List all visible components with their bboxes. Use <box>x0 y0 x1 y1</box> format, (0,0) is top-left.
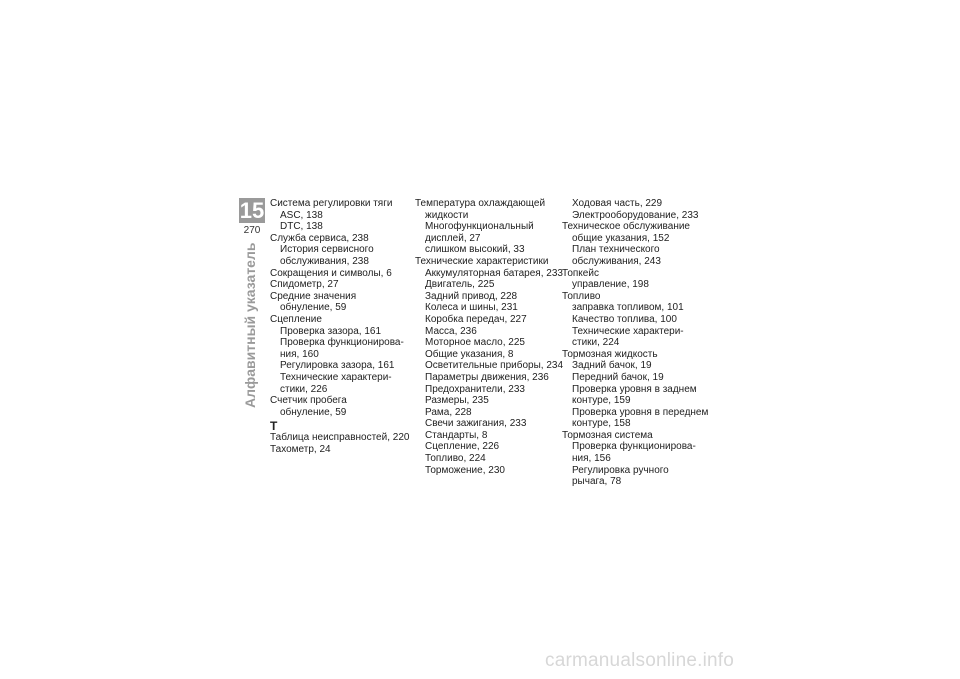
index-subentry: План технического <box>572 244 660 256</box>
index-subentry: Ходовая часть, 229 <box>572 198 663 209</box>
index-entry: Сцепление <box>270 313 322 325</box>
index-subentry: Регулировка ручного <box>572 464 669 476</box>
index-subentry: Топливо, 224 <box>425 453 486 465</box>
index-subentry: жидкости <box>425 209 469 221</box>
index-subentry: обнуление, 59 <box>280 406 347 418</box>
index-subentry: контуре, 159 <box>572 395 631 407</box>
index-entry: Топкейс <box>562 267 599 279</box>
index-subentry: обнуление, 59 <box>280 302 347 314</box>
index-subentry: Торможение, 230 <box>425 464 505 476</box>
index-subentry: дисплей, 27 <box>425 232 481 244</box>
index-subentry: Размеры, 235 <box>425 395 489 407</box>
chapter-tab <box>239 198 265 240</box>
index-subentry: Двигатель, 225 <box>425 279 495 291</box>
index-column-2 <box>415 198 564 476</box>
index-subentry: Аккумуляторная батарея, 233 <box>425 267 563 279</box>
index-subentry: Регулировка зазора, 161 <box>280 360 395 372</box>
index-entry: Тормозная жидкость <box>562 348 658 360</box>
index-subentry: История сервисного <box>280 244 374 256</box>
index-subentry: Осветительные приборы, 234 <box>425 360 564 372</box>
index-subentry: Технические характери- <box>572 325 684 337</box>
index-entry: Топливо <box>562 290 601 302</box>
index-subentry: Задний привод, 228 <box>425 290 518 302</box>
index-subentry: Качество топлива, 100 <box>572 313 677 325</box>
index-subentry: Передний бачок, 19 <box>572 371 664 383</box>
index-subentry: Масса, 236 <box>425 325 477 337</box>
index-subentry: управление, 198 <box>572 279 649 291</box>
index-subentry: Технические характери- <box>280 371 392 383</box>
index-subentry: стики, 226 <box>280 383 328 395</box>
index-entry: Система регулировки тяги <box>270 198 393 209</box>
side-title-text: Алфавитный указатель <box>242 242 258 408</box>
index-subentry: стики, 224 <box>572 337 620 349</box>
index-subentry: Электрооборудование, 233 <box>572 209 699 221</box>
index-entry: Служба сервиса, 238 <box>270 232 369 244</box>
index-subentry: общие указания, 152 <box>572 232 670 244</box>
index-subentry: Стандарты, 8 <box>425 429 488 441</box>
page-number: 270 <box>243 225 261 236</box>
index-subentry: Свечи зажигания, 233 <box>425 418 527 430</box>
watermark: carmanualsonline.info <box>545 650 735 671</box>
index-entry: Сокращения и символы, 6 <box>270 267 392 279</box>
chapter-number: 15 <box>239 198 265 223</box>
index-entry: Спидометр, 27 <box>270 279 339 291</box>
index-subentry: обслуживания, 238 <box>280 255 369 267</box>
index-subentry: Проверка зазора, 161 <box>280 325 382 337</box>
index-subentry: Рама, 228 <box>425 406 472 418</box>
index-entry: Тахометр, 24 <box>270 443 331 455</box>
index-subentry: Задний бачок, 19 <box>572 360 652 372</box>
index-subentry: DTC, 138 <box>280 221 323 233</box>
index-subentry: рычага, 78 <box>572 476 622 488</box>
index-subentry: заправка топливом, 101 <box>572 302 684 314</box>
index-entry: Температура охлаждающей <box>415 198 546 209</box>
index-subentry: обслуживания, 243 <box>572 255 661 267</box>
index-subentry: Предохранители, 233 <box>425 383 525 395</box>
index-subentry: Общие указания, 8 <box>425 348 514 360</box>
index-entry: Тормозная система <box>562 429 653 441</box>
index-subentry: Многофункциональный <box>425 221 534 233</box>
index-subentry: Проверка функционирова- <box>280 337 404 349</box>
index-subentry: Колеса и шины, 231 <box>425 302 518 314</box>
index-entry: Средние значения <box>270 290 357 302</box>
index-subentry: Проверка уровня в заднем <box>572 383 697 395</box>
index-subentry: контуре, 158 <box>572 418 631 430</box>
index-subentry: Коробка передач, 227 <box>425 313 527 325</box>
index-subentry: Моторное масло, 225 <box>425 337 525 349</box>
index-entry: Таблица неисправностей, 220 <box>270 432 410 444</box>
index-entry: Счетчик пробега <box>270 395 347 407</box>
index-column-1 <box>270 198 410 455</box>
index-entry: Техническое обслуживание <box>562 221 690 233</box>
index-letter-heading: Т <box>270 419 278 434</box>
index-entry: Технические характеристики <box>415 255 549 267</box>
index-subentry: слишком высокий, 33 <box>425 244 525 256</box>
index-subentry: ASC, 138 <box>280 209 323 221</box>
index-subentry: ния, 156 <box>572 453 611 465</box>
index-subentry: ния, 160 <box>280 348 319 360</box>
index-subentry: Параметры движения, 236 <box>425 371 549 383</box>
index-subentry: Сцепление, 226 <box>425 441 500 453</box>
index-subentry: Проверка уровня в переднем <box>572 406 709 418</box>
index-subentry: Проверка функционирова- <box>572 441 696 453</box>
index-column-3 <box>562 198 712 488</box>
